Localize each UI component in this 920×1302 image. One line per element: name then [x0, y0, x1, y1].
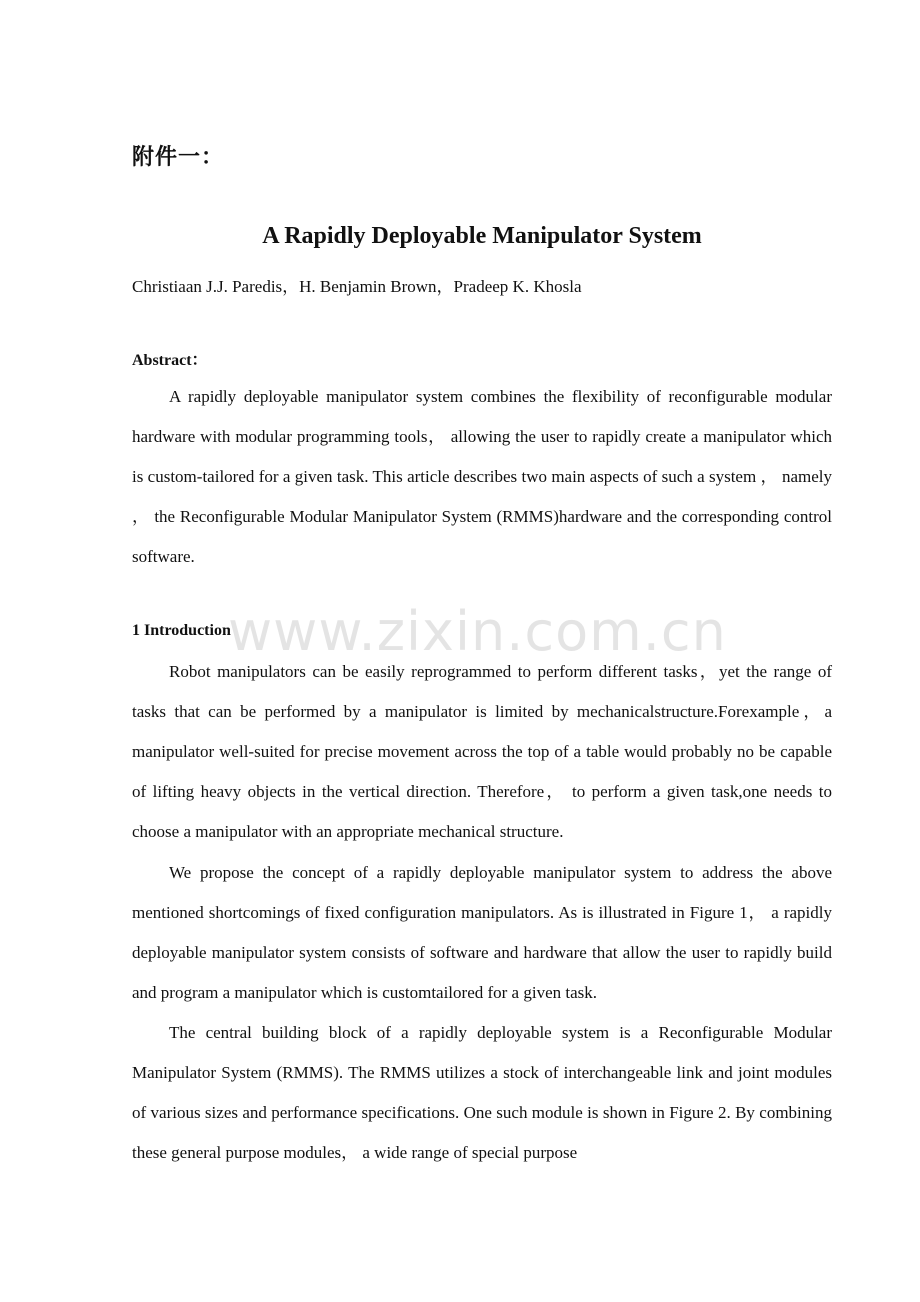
abstract-paragraph: A rapidly deployable manipulator system combines the flexibility of reconfigurable modular hardware with modular programming tools， allowing the user to rapidly create a manipulator which is custom-tailored for a given task. This article describes two main aspects of such a system ， namely ， the Reconfigurable Modular Manipulator System (RMMS)hardware and the corresponding control software.	[132, 387, 832, 566]
site-watermark: www.zixin.com.cn	[228, 600, 727, 663]
abstract-heading: Abstract：	[132, 352, 208, 369]
introduction-paragraph-1: Robot manipulators can be easily reprogrammed to perform different tasks，yet the range of tasks that can be performed by a manipulator is limited by mechanicalstructure.Forexample，a manipulator well-suited for precise movement across the top of a table would probably no be capable of lifting heavy objects in the vertical direction. Therefore， to perform a given task,one needs to choose a manipulator with an appropriate mechanical structure.	[132, 662, 832, 841]
attachment-label: 附件一：	[132, 145, 225, 170]
introduction-paragraph-3: The central building block of a rapidly deployable system is a Reconfigurable Modular Manipulator System (RMMS). The RMMS utilizes a stock of interchangeable link and joint modules of various sizes and performance specifications. One such module is shown in Figure 2. By combining these general purpose modules， a wide range of special purpose	[132, 1023, 832, 1162]
author-list: Christiaan J.J. Paredis，H. Benjamin Brown，Pradeep K. Khosla	[132, 277, 582, 296]
paper-title: A Rapidly Deployable Manipulator System	[262, 223, 702, 249]
introduction-paragraph-2: We propose the concept of a rapidly deployable manipulator system to address the above mentioned shortcomings of fixed configuration manipulators. As is illustrated in Figure 1， a rapidly deployable manipulator system consists of software and hardware that allow the user to rapidly build and program a manipulator which is customtailored for a given task.	[132, 863, 832, 1002]
introduction-heading: 1 Introduction	[132, 622, 231, 639]
